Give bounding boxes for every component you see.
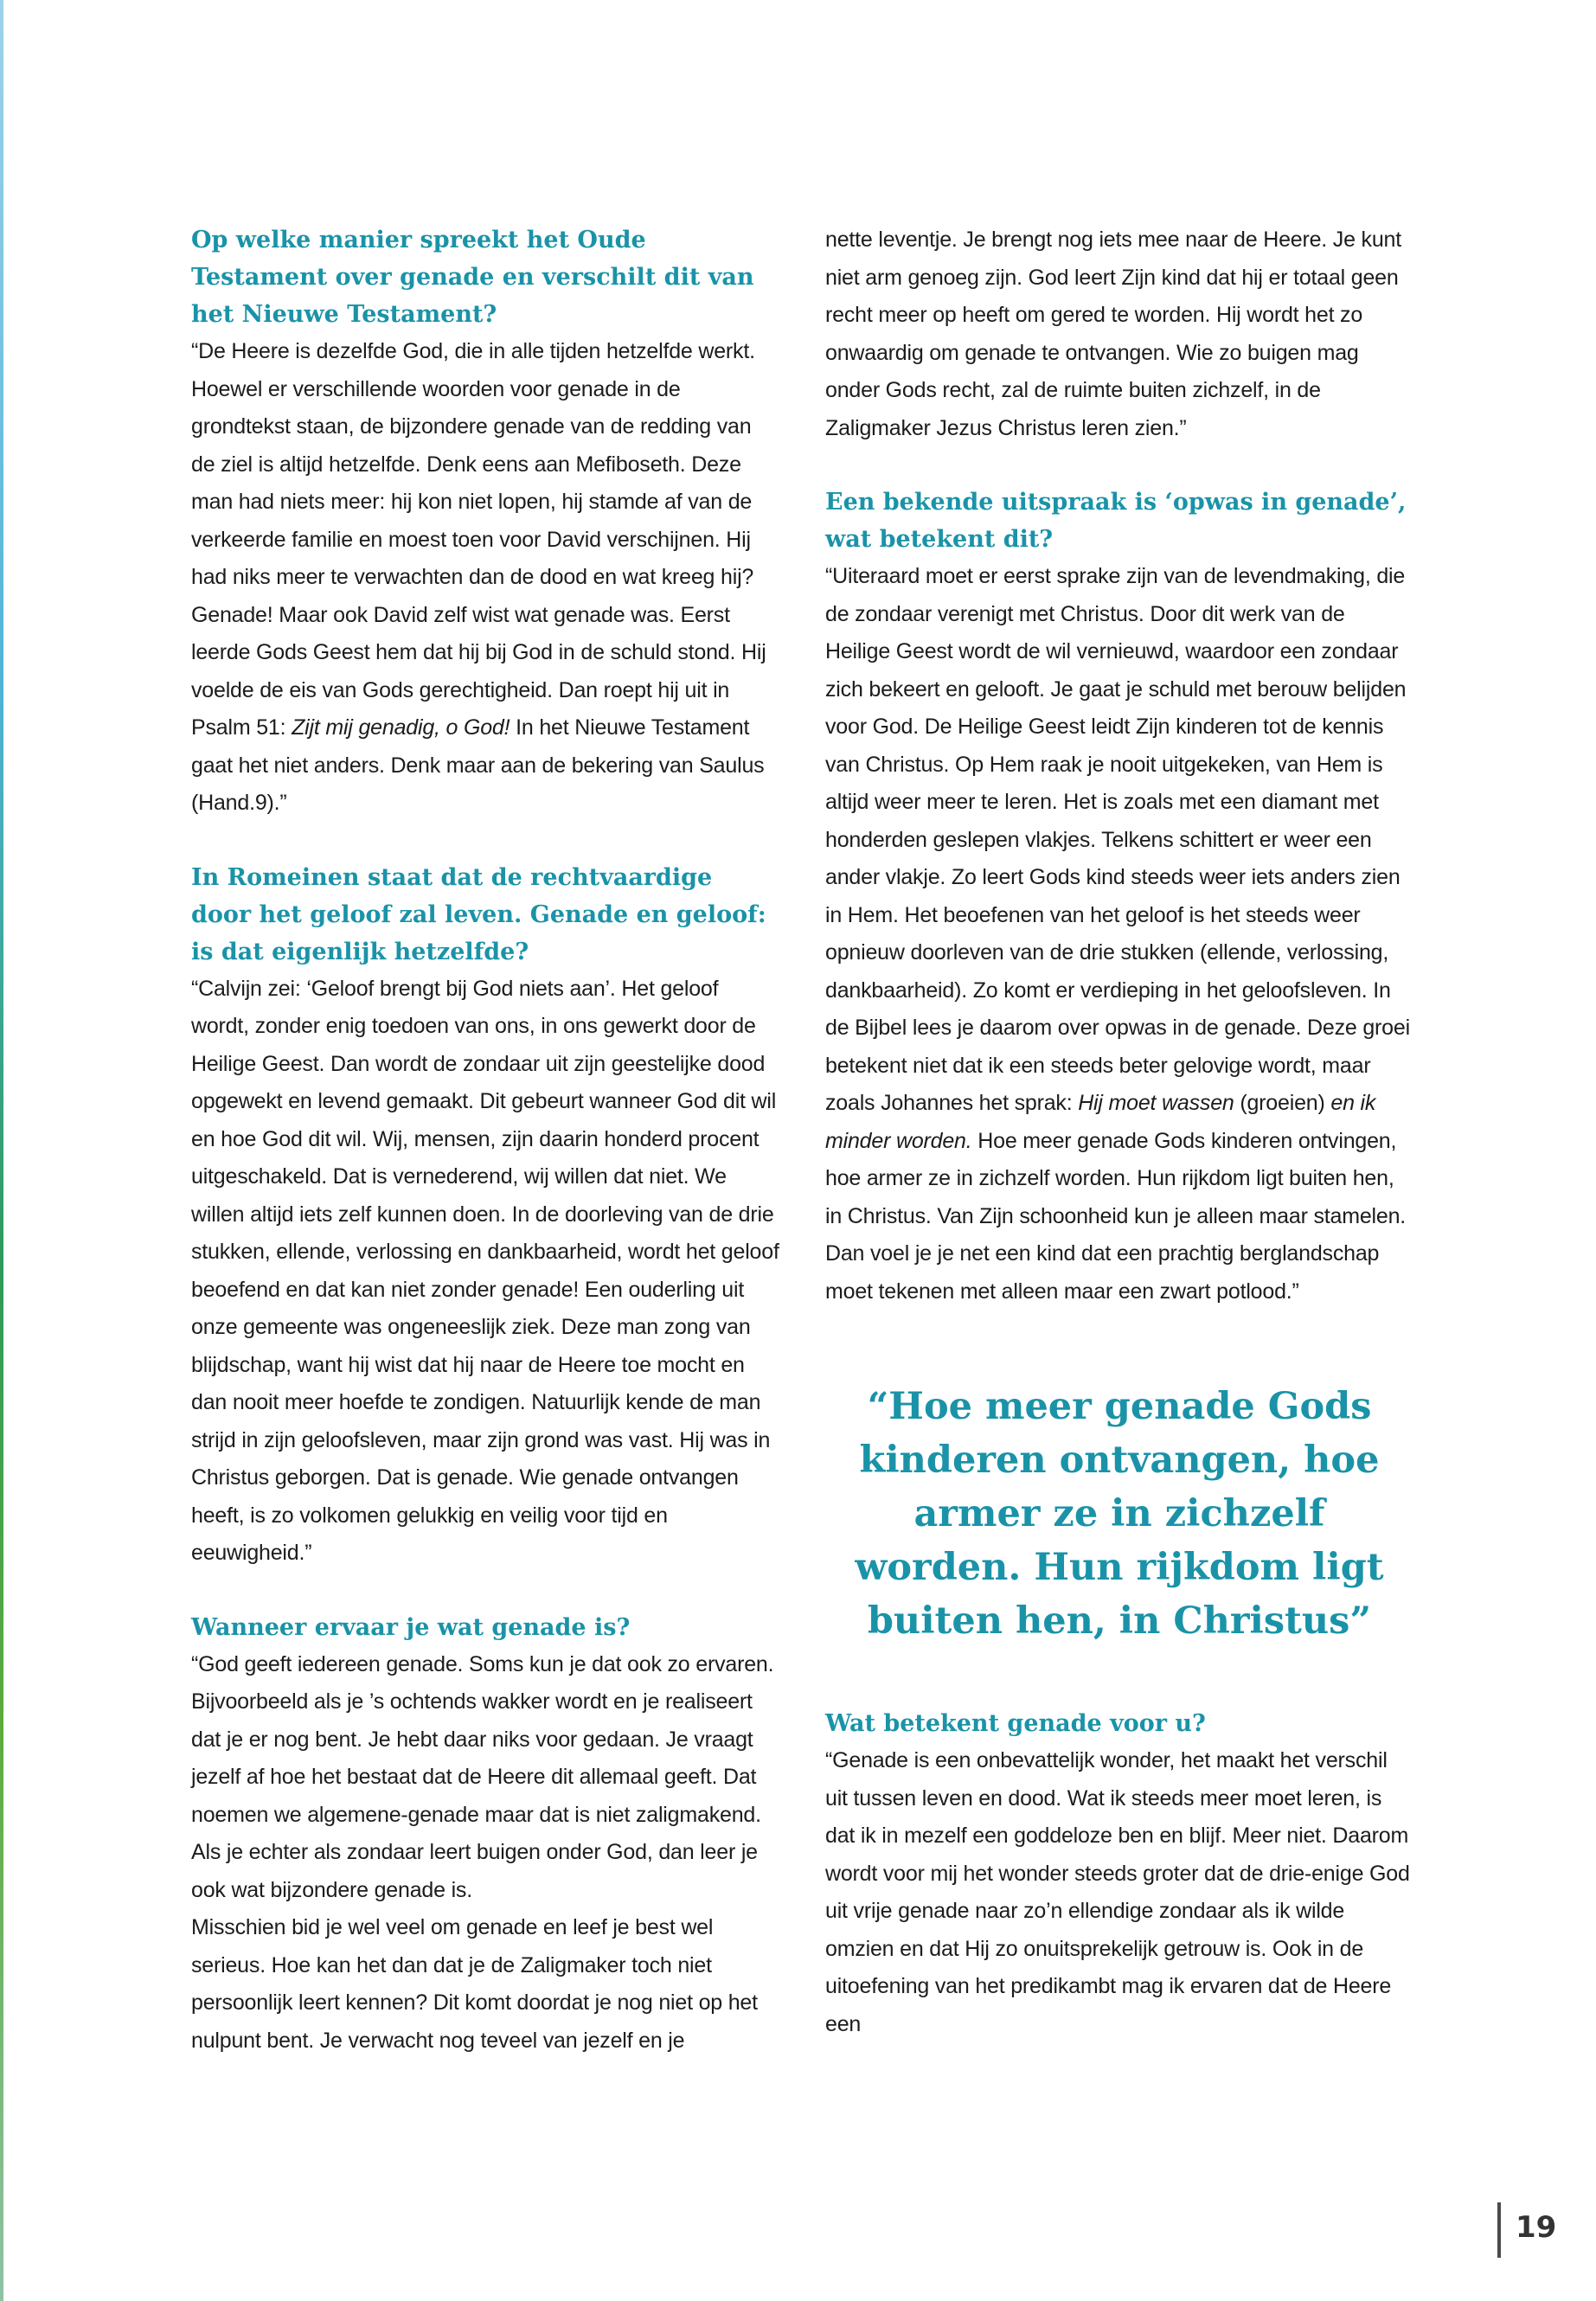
scripture-quote-italic: Hij moet wassen [1078, 1091, 1234, 1115]
answer-paragraph-2: “Calvijn zei: ‘Geloof brengt bij God niets aan’. Het geloof wordt, zonder enig toedoen van ons, in ons gewerkt door de Heilige Geest. Dan wordt de zondaar uit zijn geestelijke dood opgewekt en levend gemaakt. Dit gebeurt wanneer God dit wil en hoe God dit wil. Wij, mensen, zijn daarin honderd procent uitgeschakeld. Dat is vernederend, wij willen dat niet. We willen altijd iets zelf kunnen doen. In de doorleving van de drie stukken, ellende, verlossing en dankbaarheid, wordt het geloof beoefend en dat kan niet zonder genade! Een ouderling uit onze gemeente was ongeneeslijk ziek. Deze man zong van blijdschap, want hij wist dat hij naar de Heere toe mocht en dan nooit meer hoefde te zondigen. Natuurlijk kende de man strijd in zijn geloofsleven, maar zijn grond was vast. Hij was in Christus geborgen. Dat is genade. Wie genade ontvangen heeft, is zo volkomen gelukkig en veilig voor tijd en eeuwigheid.” [191, 976, 779, 1565]
answer-text: “Uiteraard moet er eerst sprake zijn van de levendmaking, die de zondaar verenigt met Christus. Door dit werk van de Heilige Geest wordt de wil vernieuwd, waardoor een zondaar zich bekeert en gelooft. Je gaat je schuld met berouw belijden voor God. De Heilige Geest leidt Zijn kinderen tot de kennis van Christus. Op Hem raak je nooit uitgekeken, van Hem is altijd weer meer te leren. Het is zoals met een diamant met honderden geslepen vlakjes. Telkens schittert er weer een ander vlakje. Zo leert Gods kind steeds weer iets anders zien in Hem. Het beoefenen van het geloof is het steeds weer opnieuw doorleven van de drie stukken (ellende, verlossing, dankbaarheid). Zo komt er verdieping in het geloofsleven. In de Bijbel lees je daarom over opwas in de genade. Deze groei betekent niet dat ik een steeds beter gelovige wordt, maar zoals Johannes het sprak: [825, 564, 1410, 1115]
answer-paragraph-3b: Misschien bid je wel veel om genade en leef je best wel serieus. Hoe kan het dan dat je de Zaligmaker toch niet persoonlijk leert kennen? Dit komt doordat je nog niet op het nulpunt bent. Je verwacht nog teveel van jezelf en je [191, 1915, 758, 2053]
scripture-quote-italic: en ik minder worden. [825, 1091, 1376, 1153]
question-heading-5: Wat betekent genade voor u? [825, 1710, 1206, 1737]
answer-paragraph-5: “Genade is een onbevattelijk wonder, het maakt het verschil uit tussen leven en dood. Wat ik steeds meer moet leren, is dat ik in mezelf een goddeloze ben en blijf. Meer niet. Daarom wordt voor mij het wonder steeds groter dat de drie-enige God uit vrije genade naar zo’n ellendige zondaar als ik wilde omzien en dat Hij zo onuitsprekelijk getrouw is. Ook in de uitoefening van het predikambt mag ik ervaren dat de Heere een [825, 1748, 1410, 2036]
footer-divider [1497, 2202, 1501, 2258]
answer-text: “De Heere is dezelfde God, die in alle tijden hetzelfde werkt. Hoewel er verschillende woorden voor genade in de grondtekst staan, de bijzondere genade van de redding van de ziel is altijd hetzelfde. Denk eens aan Mefiboseth. Deze man had niets meer: hij kon niet lopen, hij stamde af van de verkeerde familie en moest toen voor David verschijnen. Hij had niks meer te verwachten dan de dood en wat kreeg hij? Genade! Maar ook David zelf wist wat genade was. Eerst leerde Gods Geest hem dat hij bij God in de schuld stond. Hij voelde de eis van Gods gerechtigheid. Dan roept hij uit in Psalm 51: [191, 339, 766, 740]
edge-color-strip [0, 0, 3, 2301]
answer-paragraph-3-continued: nette leventje. Je brengt nog iets mee naar de Heere. Je kunt niet arm genoeg zijn. God leert Zijn kind dat hij er totaal geen recht meer op heeft om gered te worden. Hij wordt het zo onwaardig om genade te ontvangen. Wie zo buigen mag onder Gods recht, zal de ruimte buiten zichzelf, in de Zaligmaker Jezus Christus leren zien.” [825, 228, 1401, 440]
left-column [191, 221, 779, 2060]
answer-paragraph-4 [825, 558, 1413, 1311]
answer-text: (groeien) [1234, 1091, 1331, 1115]
right-column [825, 221, 1413, 2043]
answer-paragraph-1 [191, 333, 779, 823]
pull-quote: “Hoe meer genade Gods kinderen ontvangen, hoe armer ze in zichzelf worden. Hun rijkdom ligt buiten hen, in Christus” [855, 1385, 1384, 1643]
question-heading-1: Op welke manier spreekt het Oude Testament over genade en verschilt dit van het Nieuwe Testament? [191, 227, 754, 328]
psalm-quote-italic: Zijt mij genadig, o God! [292, 715, 510, 740]
question-heading-3: Wanneer ervaar je wat genade is? [191, 1613, 631, 1641]
question-heading-4: Een bekende uitspraak is ‘opwas in genade’, wat betekent dit? [825, 489, 1407, 553]
answer-text: In het Nieuwe Testament gaat het niet anders. Denk maar aan de bekering van Saulus (Hand.9).” [191, 715, 765, 815]
page-number: 19 [1516, 2210, 1557, 2245]
answer-text: Hoe meer genade Gods kinderen ontvingen, hoe armer ze in zichzelf worden. Hun rijkdom ligt buiten hen, in Christus. Van Zijn schoonheid kun je alleen maar stamelen. Dan voel je je net een kind dat een prachtig berglandschap moet tekenen met alleen maar een zwart potlood.” [825, 1128, 1407, 1304]
question-heading-2: In Romeinen staat dat de rechtvaardige door het geloof zal leven. Genade en geloof: is dat eigenlijk hetzelfde? [191, 863, 766, 965]
answer-paragraph-3a: “God geeft iedereen genade. Soms kun je dat ook zo ervaren. Bijvoorbeeld als je ’s ochtends wakker wordt en je realiseert dat je er nog bent. Je hebt daar niks voor gedaan. Je vraagt jezelf af hoe het bestaat dat de Heere dit allemaal geeft. Dat noemen we algemene-genade maar dat is niet zaligmakend. Als je echter als zondaar leert buigen onder God, dan leer je ook wat bijzondere genade is. [191, 1651, 774, 1902]
